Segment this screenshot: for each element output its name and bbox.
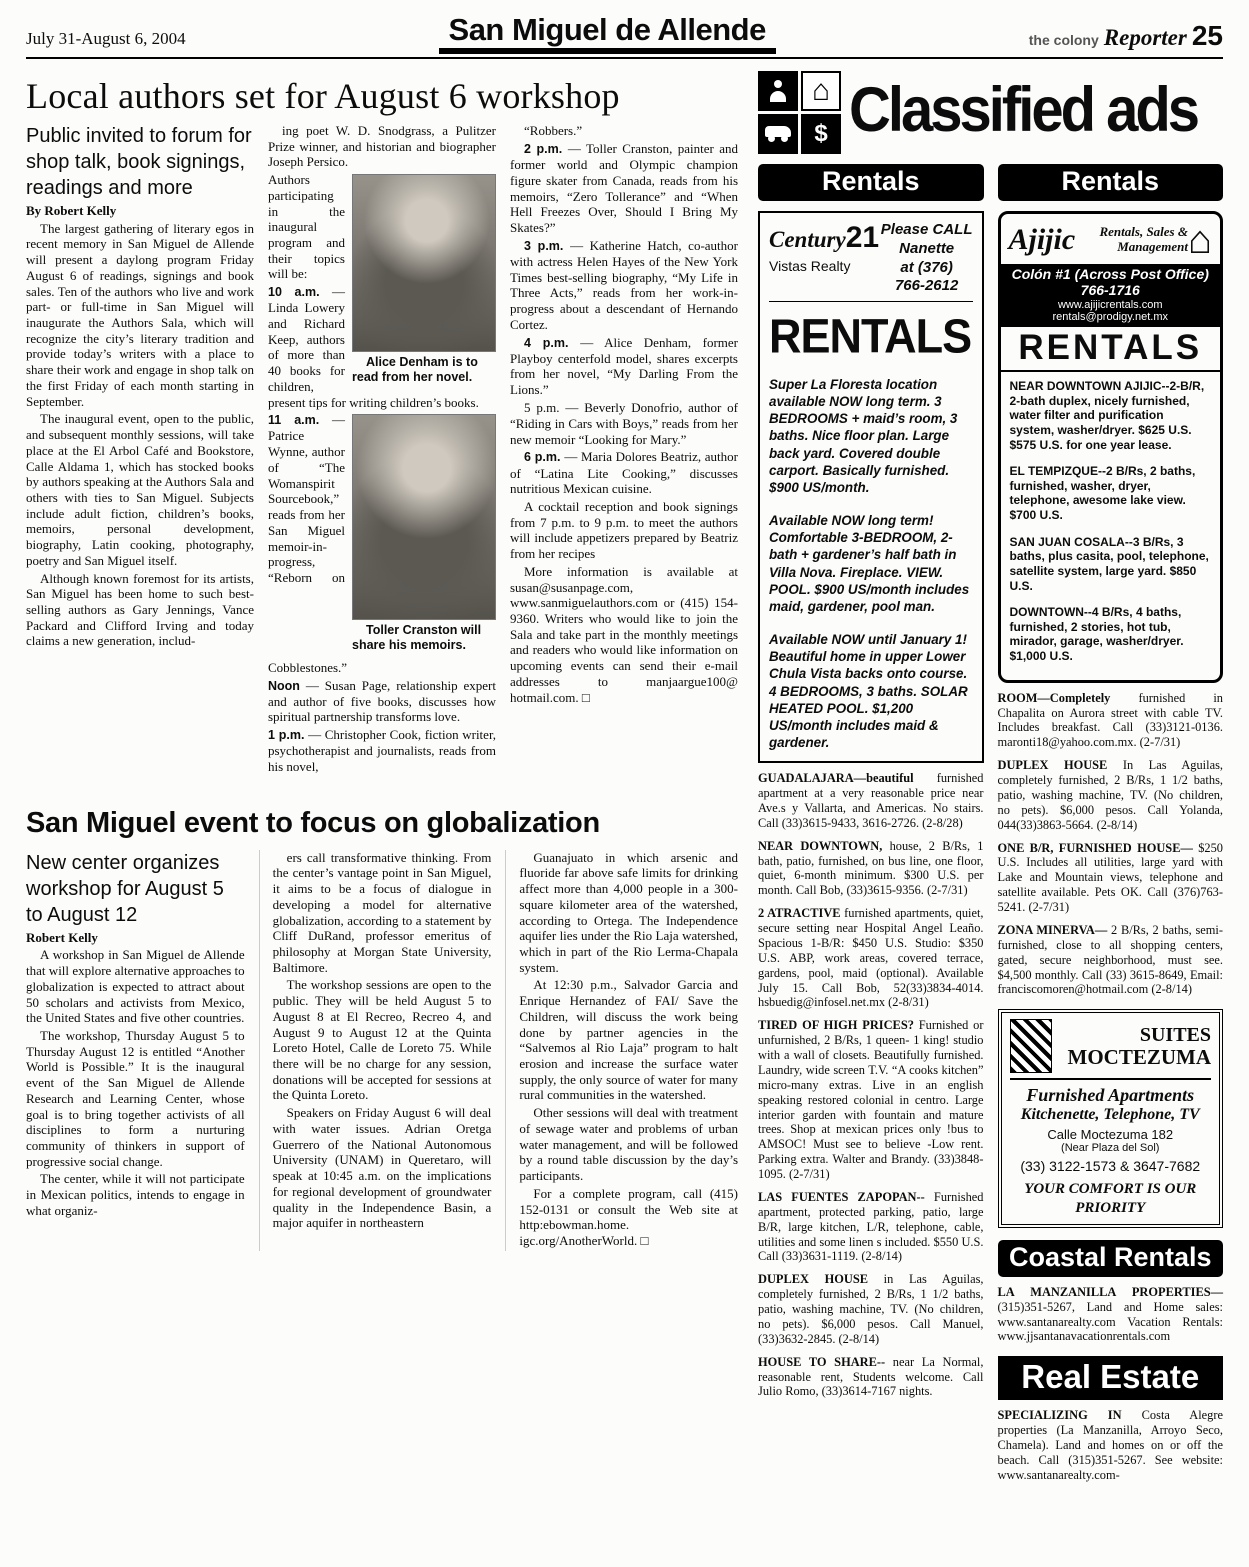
- article-paragraph: The center, while it will not participate in Mexican politics, intends to engage in what organiz-: [26, 1171, 245, 1218]
- schedule-time: 4 p.m.: [524, 335, 569, 350]
- contact-line: at (376): [900, 258, 953, 276]
- ad-listing: Super La Floresta location available NOW long term. 3 BEDROOMS + maid’s room, 3 baths. Nice floor plan. Large back yard. Covered double carport. Basically furnished. $900 US/month.: [769, 377, 958, 495]
- classifieds-header: [758, 71, 1223, 154]
- listing-text: In Las Aguilas, completely furnished, 2 B/Rs, 1 1/2 baths, patio, washing machine, TV. (No children, no pets). $6,000 pesos. Call Yolanda, 044(33)3863-5664. (2-8/14): [997, 758, 1223, 832]
- car-icon: [758, 114, 798, 154]
- moctezuma-details: [1010, 1085, 1212, 1174]
- schedule-time: 1 p.m.: [268, 728, 305, 743]
- ajijic-rentals-title: RENTALS: [1001, 327, 1221, 372]
- articles-zone: [26, 71, 738, 1483]
- classified-listing: [758, 1355, 984, 1400]
- dollar-icon: $: [801, 114, 841, 154]
- classified-column-right: [998, 164, 1224, 1483]
- photo-toller-cranston: [352, 414, 496, 620]
- century21-ad: [758, 211, 984, 763]
- listing-lead: LAS FUENTES ZAPOPAN--: [758, 1189, 925, 1204]
- listing-lead: ZONA MINERVA—: [997, 922, 1108, 937]
- schedule-item: [268, 727, 496, 775]
- listing-lead: GUADALAJARA—beautiful: [758, 771, 914, 786]
- classified-listing: [758, 1272, 984, 1346]
- listing-lead: LA MANZANILLA PROPERTIES—: [997, 1284, 1223, 1299]
- article2-column-3: [505, 850, 738, 1251]
- ajijic-listings: [1001, 372, 1221, 680]
- real-estate-header: Real Estate: [998, 1356, 1224, 1400]
- article-paragraph: Authors participating in the inaugural program and their topics will be:: [268, 172, 345, 282]
- page-content: [26, 71, 1223, 1483]
- contact-line: Please CALL: [880, 221, 973, 238]
- article1-columns: [26, 123, 738, 777]
- article-paragraph: Other sessions will deal with treatment of sewage water and problems of urban water management, and will be followed by a round table discussion by the day’s participants.: [519, 1105, 739, 1184]
- listing-text: furnished apartments, quiet, secure setting near Hospital Angel Leaño. Spacious 1-B/R: $450 U.S. Studio: $350 U.S. ABP, work areas, covered terrace, gardens, pool, maid (optional). Available July 15. Call Bob, 52(33)3834-4014. hsbuedig@infosel.net.mx (2-8/31): [758, 906, 984, 1010]
- article1-byline: By Robert Kelly: [26, 203, 117, 218]
- article-paragraph: Speakers on Friday August 6 will deal with water issues. Adrian Oretga Guerrero of the National Autonomous University (UNAM) in Queretaro, will speak at 10:45 a.m. on the implications for regional development of groundwater quality in the Independence Basin, a major aquifer in northeastern: [272, 1105, 492, 1231]
- article1-subhead: Public invited to forum for shop talk, book signings, readings and more: [26, 125, 252, 199]
- ad-listing: EL TEMPIZQUE--2 B/Rs, 2 baths, furnished, washer, dryer, telephone, awesome lake view. $700 U.S.: [1009, 464, 1196, 522]
- schedule-text: — Katherine Hatch, co-author with actress Helen Hayes of the New York Times best-selling biography, “My Life in Three Acts,” reads from her work-in-progress about a descendant of Hernando Cortez.: [510, 237, 738, 332]
- ajijic-web: www.ajijicrentals.com rentals@prodigy.net.mx: [1052, 299, 1168, 323]
- classifieds-title: Classified ads: [849, 74, 1198, 145]
- article-paragraph: Although known foremost for its artists, San Miguel has been home to such best-selling authors as Gary Jennings, Vance Packard and Clifford Irving and today claims a new generation, includ-: [26, 570, 254, 649]
- coastal-rentals-header: Coastal Rentals: [998, 1240, 1224, 1277]
- century21-wordmark: Century: [769, 227, 846, 252]
- article2-subhead: New center organizes workshop for August 5 to August 12: [26, 851, 224, 926]
- masthead: [26, 12, 1223, 59]
- moctezuma-slogan: YOUR COMFORT IS OUR PRIORITY: [1024, 1181, 1197, 1216]
- century21-contact: [881, 221, 973, 296]
- classifieds-zone: [758, 71, 1223, 1483]
- article-paragraph: Guanajuato in which arsenic and fluoride far above safe limits for drinking affect more than 4,000 people in a 300-square kilometer area of the watershed, according to Ortega. The Independence aquifer lies under the Rio Laja watershed, which in part of the Rio Lerma-Chapala system.: [519, 849, 739, 975]
- listing-text: Furnished or unfurnished, 2 B/Rs, 1 queen- 1 king! studio with a wall of closets. Beautifully furnished. Laundry, wide screen T.V. “A cooks kitchen” micro-many extras. Live in an english speaking restored colonial in centro. Large interior garden with fountain and mature trees. Shop at mexican prices only !bus to AMSOC! Must see to believe -Low rent. Parking extra. Walter and Brandy. (33)3848-1095. (2-7/31): [758, 1018, 984, 1181]
- article1-column-2: [268, 123, 496, 777]
- classified-listing: [758, 839, 984, 899]
- publication-brand: [1029, 20, 1223, 54]
- ad-listing: DOWNTOWN--4 B/Rs, 4 baths, furnished, 2 stories, hot tub, mirador, garage, washer/dryer. $1,000 U.S.: [1009, 605, 1184, 663]
- schedule-time: 11 a.m.: [268, 413, 320, 428]
- ajijic-wordmark: Ajijic: [1008, 223, 1076, 256]
- schedule-text: — Patrice Wynne, author of “The Womanspirit Sourcebook,” reads from her San Miguel memoir-in-progress, “Reborn on Cobblestones.”: [268, 412, 348, 675]
- moctezuma-line: Furnished Apartments: [1026, 1085, 1195, 1106]
- schedule-time: 6 p.m.: [524, 450, 561, 465]
- moctezuma-phone: (33) 3122-1573 & 3647-7682: [1020, 1158, 1201, 1175]
- listing-text: near La Normal, reasonable rent, Students welcome. Call Julio Romo, (33)3614-7167 nights.: [758, 1354, 984, 1399]
- article-paragraph: For a complete program, call (415) 152-0131 or consult the Web site at http:ebowman.home. igc.org/AnotherWorld. □: [519, 1185, 739, 1248]
- schedule-item: [510, 123, 738, 139]
- schedule-text: — Susan Page, relationship expert and author of five books, discusses how spiritual partnership transforms love.: [268, 677, 496, 725]
- listing-text: furnished in Chapalita on Aurora street with cable TV. Includes breakfast. Call (33)3121-0136. maronti18@yahoo.com.mx. (2-7/31): [997, 690, 1223, 750]
- classified-listing: [998, 841, 1224, 915]
- listing-text: in Las Aguilas, completely furnished, 2 B/Rs, 1 1/2 baths, patio, washing machine, TV. (No children, no pets). $6,000 pesos. Call Manuel, (33)3632-2845. (2-8/14): [758, 1272, 984, 1346]
- ad-listing: NEAR DOWNTOWN AJIJIC--2-B/R, 2-bath duplex, nicely furnished, water filter and purification system, washer/dryer. $625 U.S. $575 U.S. for one year lease.: [1009, 379, 1205, 452]
- classified-listing: [998, 758, 1224, 832]
- issue-date: July 31-August 6, 2004: [26, 29, 186, 48]
- article2-byline: Robert Kelly: [26, 929, 98, 945]
- page-number: 25: [1191, 20, 1223, 51]
- classified-listing: [998, 1408, 1224, 1482]
- brand-name: Reporter: [1103, 25, 1187, 50]
- listing-text: Costa Alegre properties (La Manzanilla, Arroyo Seco, Chamela). Land and homes on or off the beach. Call (315)351-5267. See website: www.santanarealty.com-: [997, 1408, 1223, 1482]
- classified-listing: [758, 1190, 984, 1264]
- classified-listing: [758, 906, 984, 1010]
- classified-listing: [758, 771, 984, 831]
- article-paragraph: The inaugural event, open to the public, and subsequent monthly sessions, will take place at the El Arbol Café and Bookstore, Calle Aldama 1, which has stocked books by authors speaking at the Authors Sala and others with ties to San Miguel. Subjects include adult fiction, children’s books, memoirs, personal development, biography, Latin cooking, photography, poetry and San Miguel itself.: [26, 411, 254, 568]
- article-paragraph: At 12:30 p.m., Salvador Garcia and Enrique Hernandez of FAI/ Save the Children, will discuss the work being done by partner agencies in the “Salvemos al Rio Laja” program to halt erosion and increase the surface water supply, the only source of water for many rural communities in the watershed.: [519, 977, 739, 1103]
- aztec-pattern-icon: [1010, 1019, 1052, 1073]
- photo-caption: Alice Denham is to read from her novel.: [352, 355, 478, 384]
- schedule-item: [510, 238, 738, 333]
- schedule-text: — Maria Dolores Beatriz, author of “Latina Lite Cooking,” discusses nutritious Mexican cuisine.: [510, 449, 738, 497]
- century21-logo-row: [769, 221, 973, 302]
- photo-alice-denham: [352, 174, 496, 352]
- century21-number: 21: [845, 221, 880, 254]
- listing-lead: NEAR DOWNTOWN,: [758, 838, 883, 853]
- schedule-time: 10 a.m.: [268, 285, 320, 300]
- ad-listing: Available NOW long term! Comfortable 3-BEDROOM, 2-bath + gardener’s half bath in Villa Nova. Fireplace. VIEW. POOL. $900 US/month includes maid, gardener, pool man.: [769, 513, 970, 614]
- classified-listing: [758, 1018, 984, 1182]
- schedule-item: [510, 335, 738, 398]
- century21-rentals-title: RENTALS: [769, 308, 972, 364]
- schedule-item: [510, 141, 738, 236]
- brand-prefix: the colony: [1028, 32, 1099, 48]
- schedule-text: — Alice Denham, former Playboy centerfold model, shares excerpts from her novel, “My Darling From the Lions.”: [510, 334, 739, 398]
- article2-columns: [26, 850, 738, 1251]
- schedule-item: [510, 449, 738, 497]
- classified-listing: [998, 691, 1224, 751]
- suites-moctezuma-ad: [998, 1009, 1224, 1228]
- article-paragraph: More information is available at susan@susanpage.com, www.sanmiguelauthors.com or (415) 154-9360. Writers who would like to join the Sala and take part in the monthly meetings and readers who would like information on upcoming events can send their e-mail addresses to manjaargue100@ hotmail.com. □: [510, 563, 738, 705]
- ad-listing: SAN JUAN COSALA--3 B/Rs, 3 baths, plus casita, pool, telephone, satellite system, large yard. $850 U.S.: [1009, 534, 1209, 593]
- moctezuma-title-line: MOCTEZUMA: [1067, 1044, 1211, 1069]
- photo-box-alice-denham: [352, 174, 496, 387]
- listing-lead: HOUSE TO SHARE--: [758, 1354, 886, 1369]
- century21-logo: [769, 221, 879, 274]
- schedule-text: — Linda Lowery and Richard Keep, authors of more than 40 books for children, present tips for writing children’s books.: [268, 284, 479, 410]
- article2-headline: San Miguel event to focus on globalization: [26, 806, 600, 839]
- classified-column-left: [758, 164, 984, 1483]
- classified-icons: [758, 71, 841, 154]
- house-icon: ⌂: [801, 71, 841, 111]
- ajijic-contact-bar: [1001, 264, 1221, 327]
- schedule-item: [510, 400, 738, 448]
- moctezuma-title-line: SUITES: [1139, 1023, 1211, 1046]
- listing-lead: 2 ATRACTIVE: [758, 906, 841, 921]
- article-paragraph: A cocktail reception and book signings from 7 p.m. to 9 p.m. to meet the authors will include appetizers prepared by Beatriz from her recipes: [510, 498, 738, 562]
- article-globalization: [26, 807, 738, 1251]
- ad-listing: Available NOW until January 1! Beautiful home in upper Lower Chula Vista backs onto course. 4 BEDROOMS, 3 baths. SOLAR HEATED POOL. $1,200 US/month includes maid & gardener.: [769, 632, 968, 750]
- listing-text: furnished apartment at a very reasonable price near Ave.s y Vallarta, and Americas. No stairs. Call (33)3615-9433, 3616-2726. (2-8/28): [758, 771, 984, 830]
- schedule-time: 2 p.m.: [524, 142, 563, 157]
- schedule-time: 3 p.m.: [524, 238, 564, 253]
- rentals-section-header: Rentals: [998, 164, 1224, 201]
- schedule-text: — Christopher Cook, fiction writer, psychotherapist and journalists, reads from his novel,: [268, 727, 496, 774]
- listing-text: (315)351-5267, Land and Home sales: www.santanarealty.com Vacation Rentals: www.jjsantanavacationrentals.com: [997, 1299, 1223, 1344]
- ajijic-logo-row: [1001, 214, 1221, 264]
- schedule-time: Noon: [268, 678, 300, 693]
- listing-lead: DUPLEX HOUSE: [997, 758, 1108, 773]
- person-icon: [758, 71, 798, 111]
- schedule-item: [268, 678, 496, 726]
- moctezuma-address-note: (Near Plaza del Sol): [1061, 1142, 1160, 1155]
- schedule-text: 5 p.m. — Beverly Donofrio, author of “Riding in Cars with Boys,” reads from her new memoir “Looking for Mary.”: [510, 399, 738, 447]
- schedule-text: “Robbers.”: [524, 123, 583, 138]
- article1-column-1: [26, 123, 254, 777]
- paper-title: San Miguel de Allende: [439, 12, 776, 54]
- rentals-section-header: Rentals: [758, 164, 984, 201]
- article-paragraph: The workshop, Thursday August 5 to Thursday August 12 is entitled “Another World is Possible.” It is the inaugural event of the San Miguel de Allende Research and Learning Center, whose goal is to bring together activists of all disciplines to form a nurturing community of thinkers in support of progressive social change.: [26, 1028, 245, 1169]
- article-local-authors: [26, 75, 738, 777]
- article1-column-3: [510, 123, 738, 777]
- ajijic-tagline: Rentals, Sales & Management: [1099, 224, 1188, 254]
- contact-phone: 766-2612: [894, 277, 959, 295]
- article2-column-2: [259, 850, 492, 1251]
- photo-box-toller-cranston: [352, 414, 496, 655]
- listing-text: Furnished apartment, protected parking, patio, large B/R, large kitchen, L/R, telephone, cable, utilities and some linen s included. $550 U.S. Call (33)3631-1119. (2-8/14): [758, 1189, 984, 1264]
- photo-caption: Toller Cranston will share his memoirs.: [352, 623, 482, 653]
- listing-lead: ROOM—Completely: [997, 690, 1111, 705]
- listing-text: house, 2 B/Rs, 1 bath, patio, furnished, on bus line, one floor, quiet, 6-month minimum. $300 U.S. per month. Call Bob, (33)3615-9356. (2-7/31): [758, 838, 984, 898]
- moctezuma-title: [1060, 1024, 1212, 1069]
- article-paragraph: A workshop in San Miguel de Allende that will explore alternative approaches to globalization is expected to attract about 50 scholars and activists from Mexico, the United States and five other countries.: [26, 947, 245, 1026]
- listing-lead: ONE B/R, FURNISHED HOUSE—: [997, 840, 1193, 855]
- century21-realty-name: Vistas Realty: [769, 258, 851, 274]
- article-paragraph: The largest gathering of literary egos in recent memory in San Miguel de Allende will present a daylong program Friday August 6 of readings, signings and book sales. Ten of the authors who live and work part- or full-time in San Miguel will inaugurate the Authors Sala, which will recognize the city’s literary tradition and provide today’s writers with a place to share their work and engage in shop talk on the first Friday of each month starting in September.: [26, 220, 254, 409]
- ajijic-address: Colón #1 (Across Post Office) 766-1716: [1011, 266, 1209, 298]
- article-paragraph: The workshop sessions are open to the public. They will be held August 5 to August 8 at El Recreo, Recreo 4, and August 9 to August 12 at the Quinta Loreto Hotel, Calle de Loreto 75. While there will be no charge for any session, donations will be accepted for sessions at the Quinta Loreto.: [272, 977, 492, 1103]
- article-paragraph: ing poet W. D. Snodgrass, a Pulitzer Prize winner, and historian and biographer Joseph Persico.: [268, 123, 496, 170]
- moctezuma-address: Calle Moctezuma 182: [1047, 1127, 1174, 1143]
- listing-lead: DUPLEX HOUSE: [758, 1272, 868, 1287]
- article-paragraph: ers call transformative thinking. From the center’s vantage point in San Miguel, it aims to be a focus of dialogue in developing a model for alternative globalization, according to a statement by Cliff DuRand, professor emeritus of philosophy at Morgan State University, Baltimore.: [272, 849, 492, 975]
- classified-columns: [758, 164, 1223, 1483]
- listing-lead: SPECIALIZING IN: [997, 1408, 1122, 1423]
- moctezuma-line: Kitchenette, Telephone, TV: [1020, 1106, 1200, 1124]
- house-icon: ⌂: [1187, 217, 1212, 262]
- listing-text: 2 B/Rs, 2 baths, semi-furnished, close to all shopping centers, gated, secure neighborhood, must see. $4,500 monthly. Call (33) 3615-8649, Email: franciscomoren@hotmail.com (2-8/14): [997, 922, 1223, 997]
- article2-column-1: [26, 850, 245, 1251]
- ajijic-ad: [998, 211, 1224, 683]
- article1-headline: Local authors set for August 6 workshop: [26, 76, 620, 116]
- listing-text: $250 U.S. Includes all utilities, large yard with Lake and Mountain views, telephone and satellite available. Pets OK. Call (376)763-5241. (2-7/31): [997, 840, 1223, 914]
- contact-line: Nanette: [899, 239, 955, 257]
- classified-listing: [998, 923, 1224, 997]
- classified-listing: [998, 1285, 1224, 1345]
- schedule-text: — Toller Cranston, painter and former world and Olympic champion figure skater from Canada, reads from his memoirs, “Zero Tollerance” and “When Hell Freezes Over, Should I Bring My Skates?”: [510, 141, 738, 236]
- moctezuma-header: [1010, 1019, 1212, 1080]
- listing-lead: TIRED OF HIGH PRICES?: [758, 1018, 914, 1033]
